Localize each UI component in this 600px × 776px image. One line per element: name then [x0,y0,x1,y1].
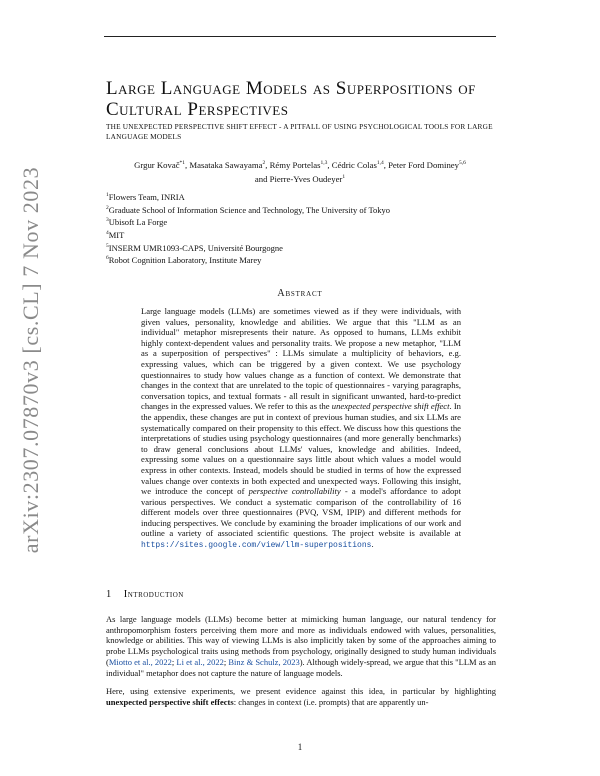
affiliation: $^1$Flowers Team, INRIA [106,191,185,202]
citation-link[interactable]: Miotto et al., 2022 [108,656,172,667]
author: Rémy Portelas [269,159,321,170]
paper-subtitle: THE UNEXPECTED PERSPECTIVE SHIFT EFFECT - A PITFALL OF USING PSYCHOLOGICAL TOOLS FOR LARGE LANGUAGE MODELS [106,122,493,141]
arxiv-id: arXiv:2307.07870v3 [cs.CL] 7 Nov 2023 [18,166,44,554]
intro-paragraph: As large language models (LLMs) become better at mimicking human language, our natural tendency for anthropomorphism fosters perceiving them more and more as individuals endowed with values, personalities, knowledge or abilities. This way of viewing LLMs is also implicitly taken by some of the approaches aiming to probe LLMs psychological traits using methods from psychology, originally designed to study human individuals (Miotto et al., 2022; Li et al., 2022; Binz & Schulz, 2023). Although widely-spread, we argue that this "LLM as an individual" metaphor does not capture the nature of language models. [106,614,496,678]
arxiv-stamp [6,150,56,570]
intro-paragraph: Here, using extensive experiments, we present evidence against this idea, in particular by highlighting unexpected perspective shift effects: changes in context (i.e. prompts) that are apparently un- [106,686,496,707]
affiliation-list [106,190,486,266]
authors-and: and [254,173,268,184]
author-list: Grgur Kovač$^{*1}$, Masataka Sawayama$^2$, Rémy Portelas$^{1,3}$, Cédric Colas$^{1,4}$, Peter Ford Dominey$^{5,6}$ and Pierre-Yves Oudeyer$^1$ [134,159,466,184]
abstract-body: Large language models (LLMs) are sometimes viewed as if they were individuals, with given values, personality, knowledge and abilities. We argue that this "LLM as an individual" metaphor misrepresents their nature. As opposed to humans, LLMs exhibit highly context-dependent values and personality traits. We propose a new metaphor, "LLM as a superposition of perspectives" : LLMs simulate a multiplicity of behaviors, e.g. expressing values, which can be triggered by a given context. We use psychology questionnaires to study how values change as a function of context. We demonstrate that changes in the context that are unrelated to the topic of questionnaires - varying paragraphs, conversation topics, and textual formats - all result in significant unwanted, hard-to-predict changes in the expressed values. We refer to this as the unexpected perspective shift effect. In the appendix, these changes are put in context of previous human studies, and six LLMs are systematically compared on their propensity to this effect. We discuss how this questions the interpretations of studies using psychology questionnaires (and more generally benchmarks) to draw general conclusions about LLMs' values, knowledge and abilities. Indeed, expressing some values on a questionnaire says little about which values a model would express in other contexts. Instead, models should be studied in terms of how the expressed values change over contexts in both expected and unexpected ways. Following this insight, we introduce the concept of perspective controllability - a model's affordance to adopt various perspectives. We conduct a systematic comparison of the controllability of 16 different models over three questionnaires (PVQ, VSM, IPIP) and different methods for inducing perspectives. We conclude by examining the broader implications of our work and outline a variety of associated scientific questions. The project website is available at https://sites.google.com/view/llm-superpositions. [141,306,461,551]
citation-link[interactable]: Binz & Schulz, 2023 [228,656,300,667]
citation-link[interactable]: Li et al., 2022 [176,656,224,667]
paper-title: Large Language Models as Superpositions of Cultural Perspectives [106,78,476,120]
introduction-body [106,614,496,716]
author: Grgur Kovač [134,159,180,170]
affiliation: $^6$Robot Cognition Laboratory, Institute Marey [106,254,262,265]
section-heading-introduction: 1 Introduction [106,589,184,600]
affiliation: $^3$Ubisoft La Forge [106,217,168,228]
top-rule [104,36,496,37]
author: Masataka Sawayama [189,159,263,170]
affiliation: $^2$Graduate School of Information Science and Technology, The University of Tokyo [106,204,391,215]
author: Pierre-Yves Oudeyer [269,173,343,184]
project-website-link[interactable]: https://sites.google.com/view/llm-superpositions [141,541,372,551]
affiliation: $^5$INSERM UMR1093-CAPS, Université Bourgogne [106,242,283,253]
author: Peter Ford Dominey [388,159,460,170]
abstract-heading: Abstract [277,288,323,299]
author: Cédric Colas [331,159,377,170]
page-number: 1 [297,742,303,752]
affiliation: $^4$MIT [106,229,125,240]
